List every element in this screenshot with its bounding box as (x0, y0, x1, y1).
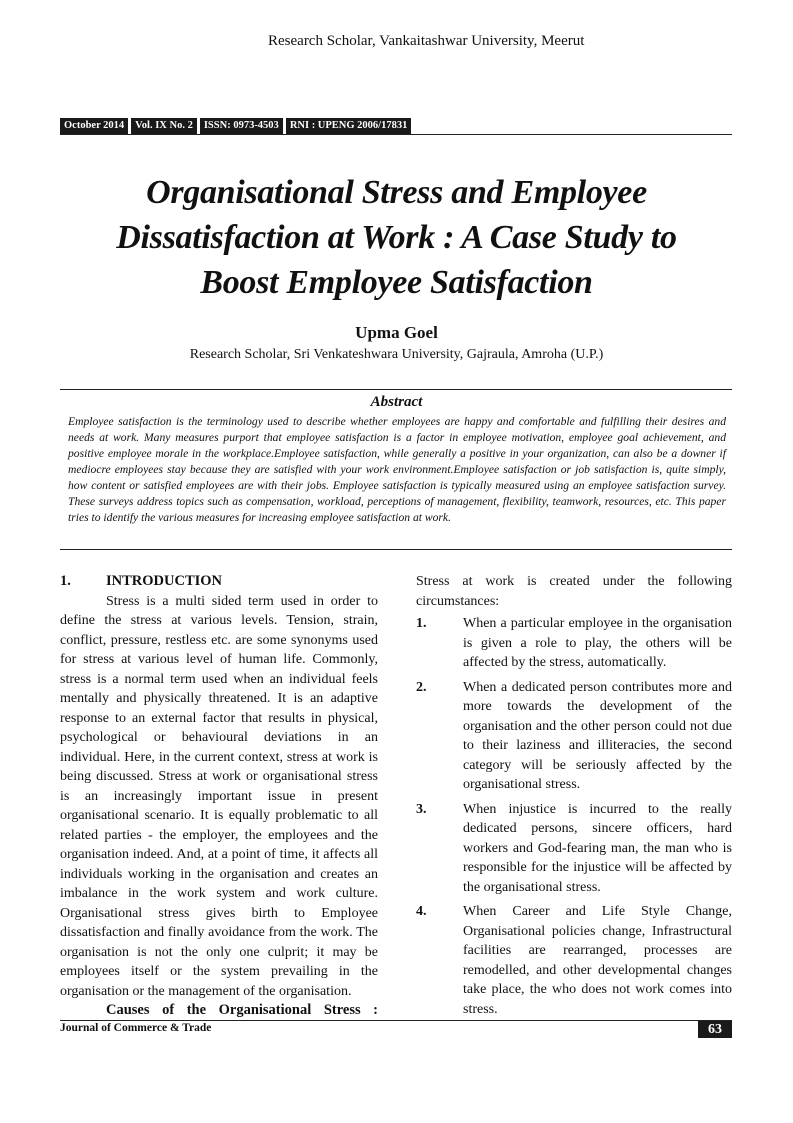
list-item-number: 1. (416, 616, 427, 631)
right-column (416, 572, 732, 1019)
issue-meta-bar (60, 118, 732, 135)
abstract-text: Employee satisfaction is the terminology used to describe whether employees are happy and comfortable and fulfilling their desires and needs at work. Many measures purport that employee satisfaction is a factor in employee motivation, employee goal achievement, and positive employee morale in the workplace.Employee satisfaction, while generally a positive in your organization, can also be a downer if mediocre employees stay because they are satisfied with your work environment.Employee satisfaction or job satisfaction is, quite simply, how content or satisfied employees are with their jobs. Employee satisfaction is typically measured using an employee satisfaction survey. These surveys address topics such as compensation, workload, perceptions of management, flexibility, teamwork, resources, etc. This paper tries to identify the various measures for increasing employee satisfaction at work. (68, 415, 726, 524)
title-line: Organisational Stress and Employee (146, 174, 647, 211)
paper-title (40, 170, 753, 305)
abstract-top-rule (60, 389, 732, 390)
list-item-text: When a particular employee in the organisation is given a role to play, the others will be affected by the stress, automatically. (463, 616, 732, 670)
list-item-number: 3. (416, 801, 427, 817)
list-item-text: When Career and Life Style Change, Organisational policies change, Infrastructural facilities are rearranged, processes are remodelled, and other developmental changes take place, the who does not work comes into stress. (463, 904, 732, 1017)
author-name: Upma Goel (355, 323, 438, 342)
issue-date-badge: October 2014 (60, 118, 128, 134)
footer-rule (60, 1020, 732, 1021)
section-heading (60, 572, 378, 592)
causes-subheading: Causes of the Organisational Stress : (106, 1002, 378, 1018)
introduction-paragraph: Stress is a multi sided term used in order to define the stress at various levels. Tension, strain, conflict, pressure, restless etc. are some synonyms used for stress at various level of human life. Commonly, stress is a normal term used when an individual feels mentally and physically threatened. It is an adaptive response to an external factor that results in physical, psychological or behavioural deviations in an individual. Here, in the current context, stress at work is being discussed. Stress at work or organisational stress is an increasingly important issue in present organisational scenario. It is equally problematic to all related parties - the employer, the employees and the organisation indeed. And, at a point of time, it affects all individuals working in the organisation and creates an imbalance in the work system and work culture. Organisational stress gives birth to Employee dissatisfaction and finally avoidance from the work. The organisation is not the only one culprit; it may be employees itself or the system prevailing in the organisation or the management of the organisation. (60, 593, 378, 999)
list-item-text: When injustice is incurred to the really dedicated persons, sincere officers, hard workers and God-fearing man, the man who is responsible for the injustice will be affected by the organisational stress. (463, 801, 732, 895)
circumstances-intro: Stress at work is created under the following circumstances: (416, 574, 732, 609)
list-item (416, 614, 732, 673)
page-number: 63 (698, 1021, 732, 1038)
section-title: INTRODUCTION (106, 573, 223, 589)
section-number: 1. (60, 573, 71, 589)
circumstances-list (416, 614, 732, 1019)
footer-journal-name: Journal of Commerce & Trade (60, 1022, 212, 1034)
title-line: Dissatisfaction at Work : A Case Study to (116, 219, 677, 256)
list-item-number: 4. (416, 904, 427, 919)
list-item (416, 902, 732, 1019)
list-item (416, 800, 732, 898)
volume-badge: Vol. IX No. 2 (131, 118, 197, 134)
abstract-bottom-rule (60, 549, 732, 550)
author-affiliation: Research Scholar, Sri Venkateshwara University, Gajraula, Amroha (U.P.) (189, 347, 604, 362)
list-item (416, 678, 732, 795)
rni-badge: RNI : UPENG 2006/17831 (286, 118, 412, 134)
abstract-heading: Abstract (370, 394, 423, 410)
list-item-number: 2. (416, 679, 427, 695)
title-line: Boost Employee Satisfaction (200, 264, 593, 301)
running-head: Research Scholar, Vankaitashwar University, Meerut (268, 33, 585, 49)
issn-badge: ISSN: 0973-4503 (200, 118, 283, 134)
left-column (60, 572, 378, 1035)
list-item-text: When a dedicated person contributes more and more towards the development of the organisation and the other person could not due to their laziness and illiteracies, the second category will be seriously affected by the organisational stress. (463, 679, 732, 792)
